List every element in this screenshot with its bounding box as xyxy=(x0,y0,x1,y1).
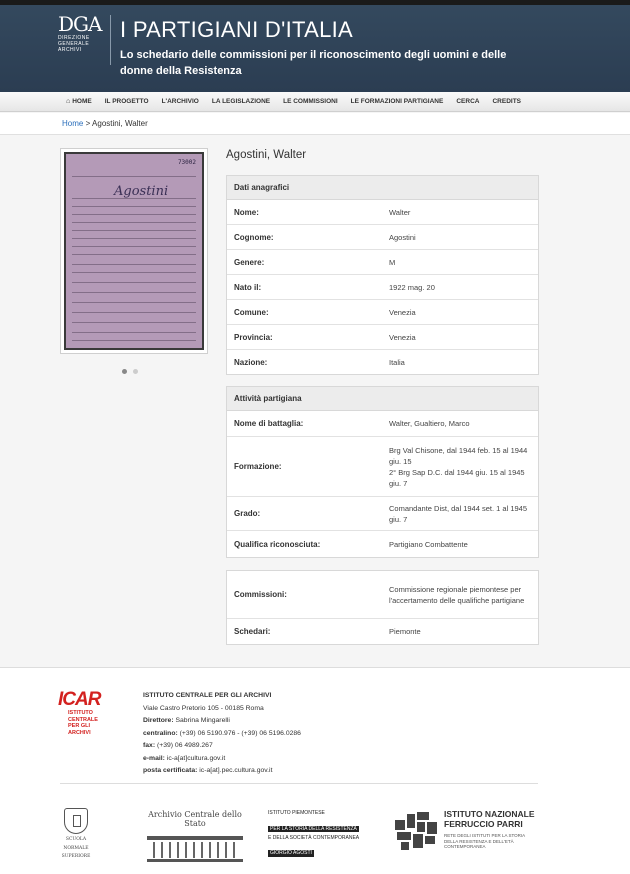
field-label: Commissioni: xyxy=(234,590,287,599)
panel-heading: Dati anagrafici xyxy=(227,176,538,200)
nav-home-label: HOME xyxy=(72,98,92,105)
breadcrumb-current: > Agostini, Walter xyxy=(85,119,148,128)
field-row xyxy=(227,531,538,557)
header-divider xyxy=(110,15,111,65)
panel-heading: Attività partigiana xyxy=(227,387,538,411)
director-line xyxy=(143,715,301,728)
field-value: 1922 mag. 20 xyxy=(389,282,435,292)
main-nav xyxy=(0,92,630,112)
istoreto-logo-line: GIORGIO AGOSTI xyxy=(270,850,312,856)
card-stamp xyxy=(178,159,196,166)
institute-name: ISTITUTO CENTRALE PER GLI ARCHIVI xyxy=(143,692,272,699)
phone-value: (+39) 06 5190.976 - (+39) 06 5196.0286 xyxy=(179,729,301,737)
field-row xyxy=(227,437,538,497)
parri-title-line: ISTITUTO NAZIONALE xyxy=(444,809,535,819)
field-label: Nome di battaglia: xyxy=(234,419,304,428)
breadcrumb-home-link[interactable]: Home xyxy=(62,119,84,128)
phone-line xyxy=(143,728,301,741)
field-value: M xyxy=(389,257,396,267)
istoreto-logo-line: E DELLA SOCIETÀ CONTEMPORANEA xyxy=(268,834,360,841)
pec-line xyxy=(143,765,301,778)
email-label: e-mail: xyxy=(143,754,165,762)
icar-logo[interactable] xyxy=(58,690,118,736)
nav-archivio[interactable]: L'ARCHIVIO xyxy=(161,98,199,105)
breadcrumb-bar xyxy=(0,113,630,135)
icar-logo-mark: ICAR xyxy=(58,689,101,710)
nav-formazioni[interactable]: LE FORMAZIONI PARTIGIANE xyxy=(350,98,444,105)
icar-logo-line: PER GLI xyxy=(68,723,91,729)
parri-mosaic-icon xyxy=(395,812,437,850)
site-title[interactable]: I PARTIGIANI D'ITALIA xyxy=(120,17,353,42)
email-line xyxy=(143,753,301,766)
field-row xyxy=(227,200,538,225)
colonnade-icon xyxy=(147,836,243,862)
dga-logo-line: GENERALE xyxy=(58,41,90,47)
field-row xyxy=(227,300,538,325)
fax-line xyxy=(143,740,301,753)
record-title: Agostini, Walter xyxy=(226,149,307,161)
panel-commissioni xyxy=(226,570,539,645)
icar-logo-line: ISTITUTO xyxy=(68,710,93,716)
field-row xyxy=(227,571,538,619)
field-label: Qualifica riconosciuta: xyxy=(234,539,321,549)
director-label: Direttore: xyxy=(143,717,174,724)
field-label: Comune: xyxy=(234,307,269,317)
email-value[interactable]: ic-a[at]cultura.gov.it xyxy=(166,754,226,762)
field-value: Comandante Dist, dal 1944 set. 1 al 1945 giu. 7 xyxy=(389,503,528,524)
panel-dati-anagrafici xyxy=(226,175,539,375)
site-header xyxy=(0,5,630,92)
fax-value: (+39) 06 4989.267 xyxy=(156,742,213,749)
institute-contacts xyxy=(143,690,301,778)
field-value: Venezia xyxy=(389,307,416,317)
field-label: Formazione: xyxy=(234,462,282,471)
field-row xyxy=(227,497,538,531)
istoreto-logo-line: PER LA STORIA DELLA RESISTENZA xyxy=(270,825,357,832)
institute-address: Viale Castro Pretorio 105 - 00185 Roma xyxy=(143,704,264,712)
icar-logo-line: ARCHIVI xyxy=(68,729,91,736)
nav-credits[interactable]: CREDITS xyxy=(492,98,521,105)
istoreto-logo[interactable] xyxy=(268,810,368,859)
sns-logo-line: NORMALE xyxy=(63,845,89,851)
carousel-dots xyxy=(122,369,138,374)
dga-logo-line: DIREZIONE xyxy=(58,35,90,41)
dga-logo-mark: DGA xyxy=(58,12,102,36)
sns-logo-line: SCUOLA xyxy=(65,837,87,842)
field-label: Schedari: xyxy=(234,627,271,636)
field-value: Walter, Gualtiero, Marco xyxy=(389,419,470,428)
field-value: Brg Val Chisone, dal 1944 feb. 15 al 1944 giu. 15 2° Brg Sap D.C. dal 1944 giu. 15 al 1945 giu. 7 xyxy=(389,445,528,488)
acs-logo-text: Archivio Centrale dello Stato xyxy=(148,810,242,828)
field-value: Agostini xyxy=(389,232,416,242)
footer-divider xyxy=(60,783,538,784)
parri-title-line: FERRUCCIO PARRI xyxy=(444,818,523,829)
fax-label: fax: xyxy=(143,742,156,749)
card-handwriting: Agostini xyxy=(114,184,169,199)
field-row xyxy=(227,325,538,350)
parri-subtitle: RETE DEGLI ISTITUTI PER LA STORIA DELLA RESISTENZA E DELL'ETÀ CONTEMPORANEA xyxy=(444,833,525,849)
field-row xyxy=(227,250,538,275)
field-label: Provincia: xyxy=(234,332,273,342)
field-label: Nato il: xyxy=(234,282,262,292)
panel-attivita-partigiana xyxy=(226,386,539,558)
sns-logo[interactable] xyxy=(58,808,94,860)
nav-home[interactable] xyxy=(66,92,105,112)
field-value: Italia xyxy=(389,357,405,367)
card-stamp-number: 73002 xyxy=(177,159,196,166)
pec-label: posta certificata: xyxy=(143,767,198,774)
field-value: Partigiano Combattente xyxy=(389,539,468,549)
pec-value[interactable]: ic-a[at].pec.cultura.gov.it xyxy=(199,767,273,774)
nav-legislazione[interactable]: LA LEGISLAZIONE xyxy=(211,98,271,105)
site-subtitle: Lo schedario delle commissioni per il riconoscimento degli uomini e delle donne della Resistenza xyxy=(120,49,507,77)
field-value: Venezia xyxy=(389,332,416,342)
home-icon: ⌂ xyxy=(66,98,71,105)
nav-cerca[interactable]: CERCA xyxy=(456,98,480,105)
field-label: Grado: xyxy=(234,509,261,518)
director-value: Sabrina Mingarelli xyxy=(175,717,230,724)
record-card-image[interactable] xyxy=(60,148,208,354)
field-label: Genere: xyxy=(234,257,265,267)
field-value: Piemonte xyxy=(389,627,421,636)
acs-logo[interactable] xyxy=(140,810,250,862)
phone-label: centralino: xyxy=(143,729,178,737)
sns-logo-line: SUPERIORE xyxy=(61,854,91,859)
field-row xyxy=(227,411,538,437)
icar-logo-line: CENTRALE xyxy=(68,716,98,723)
carousel-dot[interactable] xyxy=(133,369,138,374)
field-label: Nazione: xyxy=(234,357,268,367)
field-row xyxy=(227,619,538,644)
field-row xyxy=(227,225,538,250)
nav-commissioni[interactable]: LE COMMISSIONI xyxy=(283,98,338,105)
site-footer xyxy=(0,667,630,874)
card-scan xyxy=(64,152,204,350)
dga-logo[interactable] xyxy=(58,13,100,61)
dga-logo-line: ARCHIVI xyxy=(58,47,82,53)
field-value: Walter xyxy=(389,207,411,217)
breadcrumb xyxy=(62,119,148,128)
carousel-dot-active[interactable] xyxy=(122,369,127,374)
parri-title xyxy=(444,810,535,829)
field-row xyxy=(227,350,538,374)
istoreto-logo-line: ISTITUTO PIEMONTESE xyxy=(268,810,325,816)
field-row xyxy=(227,275,538,300)
field-value: Commissione regionale piemontese per l'accertamento delle qualifiche partigiane xyxy=(389,584,525,605)
field-label: Nome: xyxy=(234,207,259,217)
field-label: Cognome: xyxy=(234,232,274,242)
crest-icon xyxy=(64,808,88,834)
nav-il-progetto[interactable]: IL PROGETTO xyxy=(104,98,149,105)
